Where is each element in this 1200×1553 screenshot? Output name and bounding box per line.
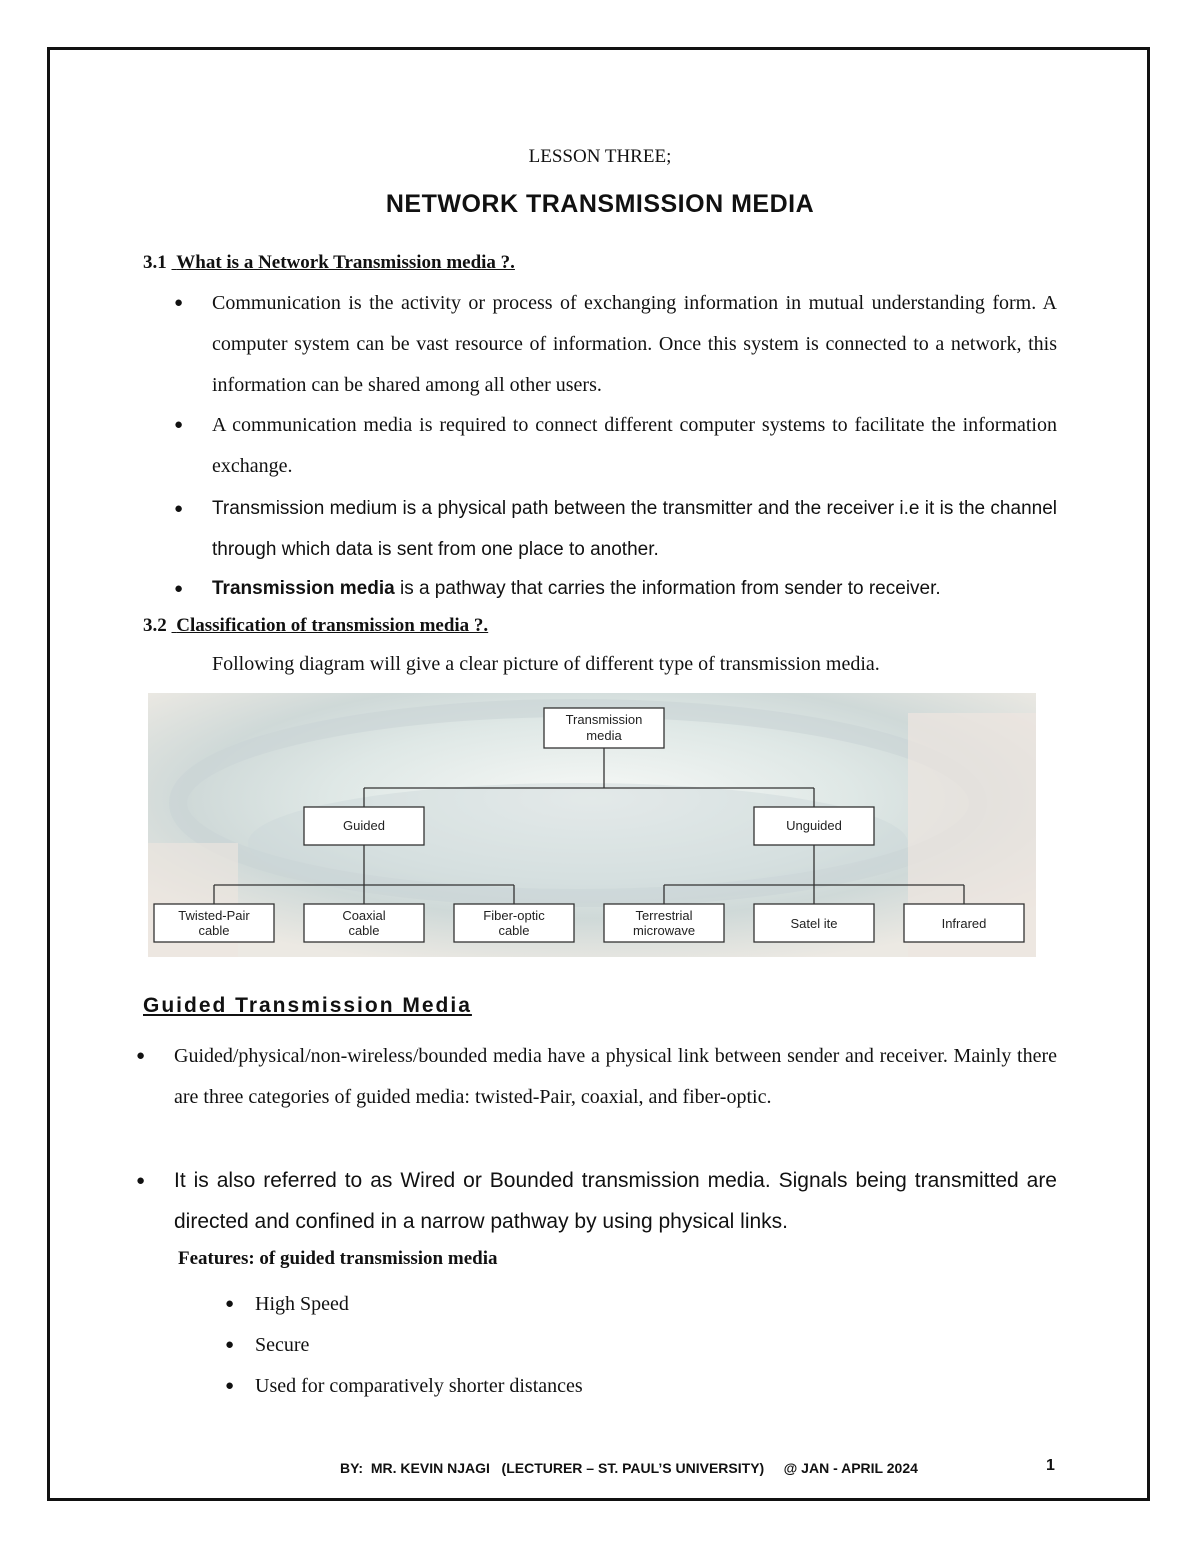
lesson-label: LESSON THREE; bbox=[528, 146, 672, 167]
feature-item: ● High Speed bbox=[255, 1284, 349, 1325]
bullet-icon: ● bbox=[174, 500, 184, 517]
diagram-svg bbox=[148, 693, 1036, 957]
node-label: Unguided bbox=[786, 818, 842, 833]
bullet-icon: ● bbox=[136, 1172, 146, 1189]
bullet-icon: ● bbox=[136, 1048, 146, 1064]
bullet-icon: ● bbox=[174, 417, 184, 433]
section-title: What is a Network Transmission media ?. bbox=[176, 252, 515, 273]
list-item: ● It is also referred to as Wired or Bounded transmission media. Signals being transmitted are directed and confined in a narrow pathway by using physical links. bbox=[174, 1160, 1057, 1242]
transmission-media-diagram bbox=[148, 693, 1036, 957]
node-label: Guided bbox=[343, 818, 385, 833]
list-item: ● Transmission medium is a physical path between the transmitter and the receiver i.e it is the channel through which data is sent from one place to another. bbox=[212, 488, 1057, 570]
page-title: NETWORK TRANSMISSION MEDIA bbox=[385, 190, 815, 218]
feature-item: ● Secure bbox=[255, 1325, 309, 1366]
list-item: ● A communication media is required to connect different computer systems to facilitate the information exchange. bbox=[212, 405, 1057, 487]
bullet-icon: ● bbox=[174, 295, 184, 311]
section-heading-3-1 bbox=[143, 252, 515, 274]
node-label: Terrestrial bbox=[635, 908, 693, 923]
section-number: 3.1 bbox=[143, 252, 167, 273]
diagram-intro: Following diagram will give a clear picture of different type of transmission media. bbox=[212, 653, 880, 675]
section-heading-3-2 bbox=[143, 615, 488, 637]
node-label: Infrared bbox=[941, 916, 987, 931]
list-item: ● Communication is the activity or process of exchanging information in mutual understanding form. A computer system can be vast resource of information. Once this system is connected to a network, this information can be shared among all other users. bbox=[212, 283, 1057, 406]
node-label: Coaxial bbox=[342, 908, 386, 923]
node-label: Fiber-optic bbox=[483, 908, 545, 923]
node-label: microwave bbox=[632, 923, 696, 938]
bullet-icon: ● bbox=[225, 1296, 235, 1312]
page-number: 1 bbox=[1046, 1457, 1055, 1474]
page-footer: BY: MR. KEVIN NJAGI (LECTURER – ST. PAUL’S UNIVERSITY) @ JAN - APRIL 2024 bbox=[340, 1460, 918, 1476]
section-title: Classification of transmission media ?. bbox=[176, 615, 489, 636]
bullet-icon: ● bbox=[174, 580, 184, 597]
node-label: Twisted-Pair bbox=[178, 908, 250, 923]
section-number: 3.2 bbox=[143, 615, 167, 636]
list-item: ● Transmission media is a pathway that carries the information from sender to receiver. bbox=[212, 568, 1057, 609]
features-heading: Features: of guided transmission media bbox=[178, 1248, 498, 1269]
node-label: cable bbox=[498, 923, 530, 938]
node-label: Satel ite bbox=[790, 916, 838, 931]
node-label: cable bbox=[198, 923, 230, 938]
feature-item: ● Used for comparatively shorter distances bbox=[255, 1366, 583, 1407]
bullet-icon: ● bbox=[225, 1337, 235, 1353]
list-item: ● Guided/physical/non-wireless/bounded media have a physical link between sender and receiver. Mainly there are three categories of guided media: twisted-Pair, coaxial, and fiber-optic. bbox=[174, 1036, 1057, 1118]
bold-term: Transmission media bbox=[212, 578, 395, 599]
node-label: media bbox=[586, 728, 622, 743]
bullet-icon: ● bbox=[225, 1378, 235, 1394]
node-label: cable bbox=[348, 923, 380, 938]
node-label: Transmission bbox=[565, 712, 643, 727]
section-heading-guided: Guided Transmission Media bbox=[143, 994, 472, 1017]
